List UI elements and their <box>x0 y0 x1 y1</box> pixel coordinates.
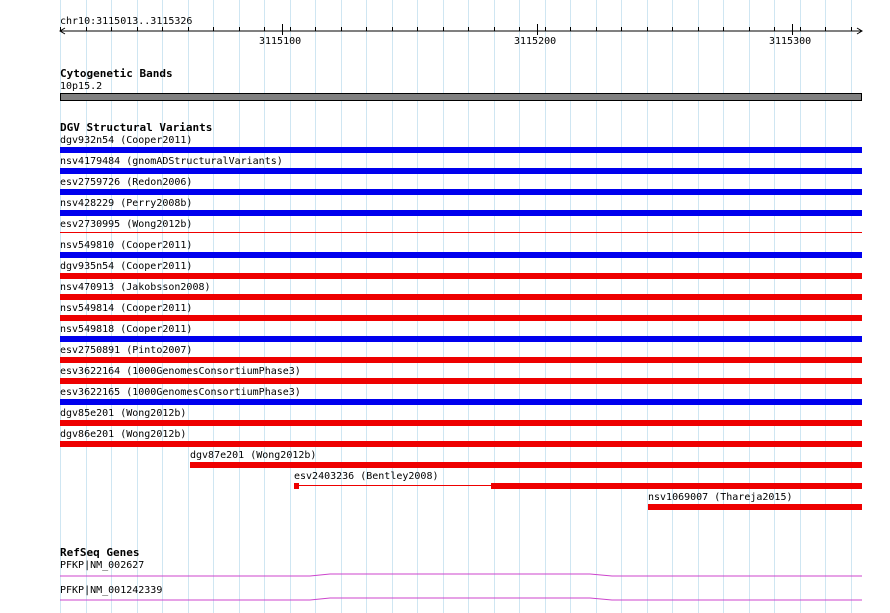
variant-label[interactable]: nsv549810 (Cooper2011) <box>60 240 193 251</box>
variant-label[interactable]: esv2403236 (Bentley2008) <box>294 471 439 482</box>
variant-label[interactable]: nsv470913 (Jakobsson2008) <box>60 282 211 293</box>
variant-label[interactable]: esv3622164 (1000GenomesConsortiumPhase3) <box>60 366 301 377</box>
gene-label[interactable]: PFKP|NM_001242339 <box>60 585 163 596</box>
track-title-dgv: DGV Structural Variants <box>60 121 213 134</box>
region-label: chr10:3115013..3115326 <box>60 16 193 27</box>
ruler-tick-label: 3115300 <box>769 36 812 47</box>
variant-label[interactable]: esv2730995 (Wong2012b) <box>60 219 193 230</box>
ruler-tick-label: 3115200 <box>514 36 557 47</box>
variant-label[interactable]: nsv1069007 (Thareja2015) <box>648 492 793 503</box>
cytoband-label: 10p15.2 <box>60 81 103 92</box>
variant-label[interactable]: nsv549814 (Cooper2011) <box>60 303 193 314</box>
gene-line <box>60 598 862 600</box>
variant-label[interactable]: dgv85e201 (Wong2012b) <box>60 408 187 419</box>
track-title-cytoband: Cytogenetic Bands <box>60 67 173 80</box>
variant-label[interactable]: esv2759726 (Redon2006) <box>60 177 193 188</box>
gene-line <box>60 574 862 576</box>
variant-label[interactable]: dgv935n54 (Cooper2011) <box>60 261 193 272</box>
variant-label[interactable]: dgv87e201 (Wong2012b) <box>190 450 317 461</box>
variant-label[interactable]: nsv549818 (Cooper2011) <box>60 324 193 335</box>
variant-label[interactable]: dgv932n54 (Cooper2011) <box>60 135 193 146</box>
variant-label[interactable]: nsv4179484 (gnomADStructuralVariants) <box>60 156 283 167</box>
ruler-tick-label: 3115100 <box>259 36 302 47</box>
variant-label[interactable]: esv2750891 (Pinto2007) <box>60 345 193 356</box>
variant-label[interactable]: dgv86e201 (Wong2012b) <box>60 429 187 440</box>
track-title-refseq: RefSeq Genes <box>60 546 140 559</box>
gene-label[interactable]: PFKP|NM_002627 <box>60 560 145 571</box>
variant-label[interactable]: esv3622165 (1000GenomesConsortiumPhase3) <box>60 387 301 398</box>
variant-label[interactable]: nsv428229 (Perry2008b) <box>60 198 193 209</box>
